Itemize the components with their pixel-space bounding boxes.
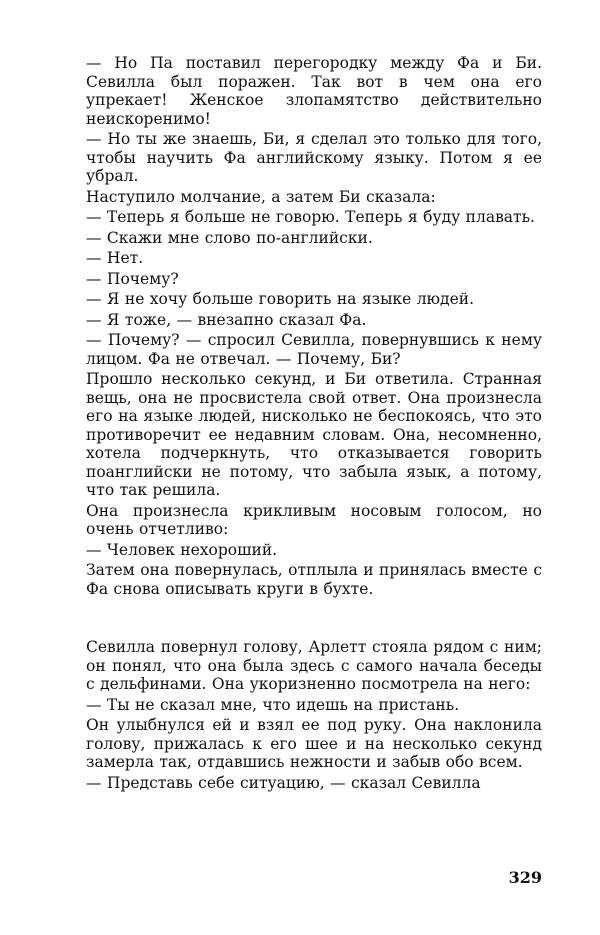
paragraph: — Я тоже, — внезапно сказал Фа. [86,310,367,329]
paragraph: — Ты не сказал мне, что идешь на пристань. [86,695,460,714]
paragraph: — Скажи мне слово по-английски. [86,228,373,247]
paragraph: Прошло несколько секунд, и Би ответила. Странная вещь, она не просвистела свой ответ. Она произнесла его на языке людей, нисколько не беспокоясь, что это противоречит ее недавним словам. Она, несомненно, хотела подчеркнуть, что отказывается говорить поанглийски не потому, что забыла язык, а потому, что так решила. [86,370,542,499]
paragraph: — Теперь я больше не говорю. Теперь я буду плавать. [86,208,535,226]
paragraph: Она произнесла крикливым носовым голосом, но очень отчетливо: [86,501,542,538]
paragraph: — Нет. [86,249,144,267]
paragraph: — Человек нехороший. [86,540,278,559]
section-break [86,600,542,638]
paragraph: — Почему? [86,269,179,288]
page-number: 329 [508,868,542,887]
paragraph: — Представь себе ситуацию, — сказал Севилла [86,773,481,792]
paragraph: Севилла повернул голову, Арлетт стояла рядом с ним; он понял, что она была здесь с самого начала беседы с дельфинами. Она укоризненно посмотрела на него: [86,638,542,693]
paragraph: — Я не хочу больше говорить на языке людей. [86,290,475,308]
paragraph: — Но Па поставил перегородку между Фа и Би. Севилла был поражен. Так вот в чем она его упрекает! Женское злопамятство действительно неискоренимо! [86,54,542,128]
text-section-2 [86,638,542,792]
text-section-1 [86,54,542,598]
paragraph: — Но ты же знаешь, Би, я сделал это только для того, чтобы научить Фа английскому языку. Потом я ее убрал. [86,130,542,185]
page-body [86,54,542,794]
paragraph: Затем она повернулась, отплыла и принялась вместе с Фа снова описывать круги в бухте. [86,561,542,598]
paragraph: Наступило молчание, а затем Би сказала: [86,187,436,206]
paragraph: — Почему? — спросил Севилла, повернувшись к нему лицом. Фа не отвечал. — Почему, Би? [86,331,542,368]
paragraph: Он улыбнулся ей и взял ее под руку. Она наклонила голову, прижалась к его шее и на несколько секунд замерла так, отдавшись нежности и забыв обо всем. [86,716,542,771]
